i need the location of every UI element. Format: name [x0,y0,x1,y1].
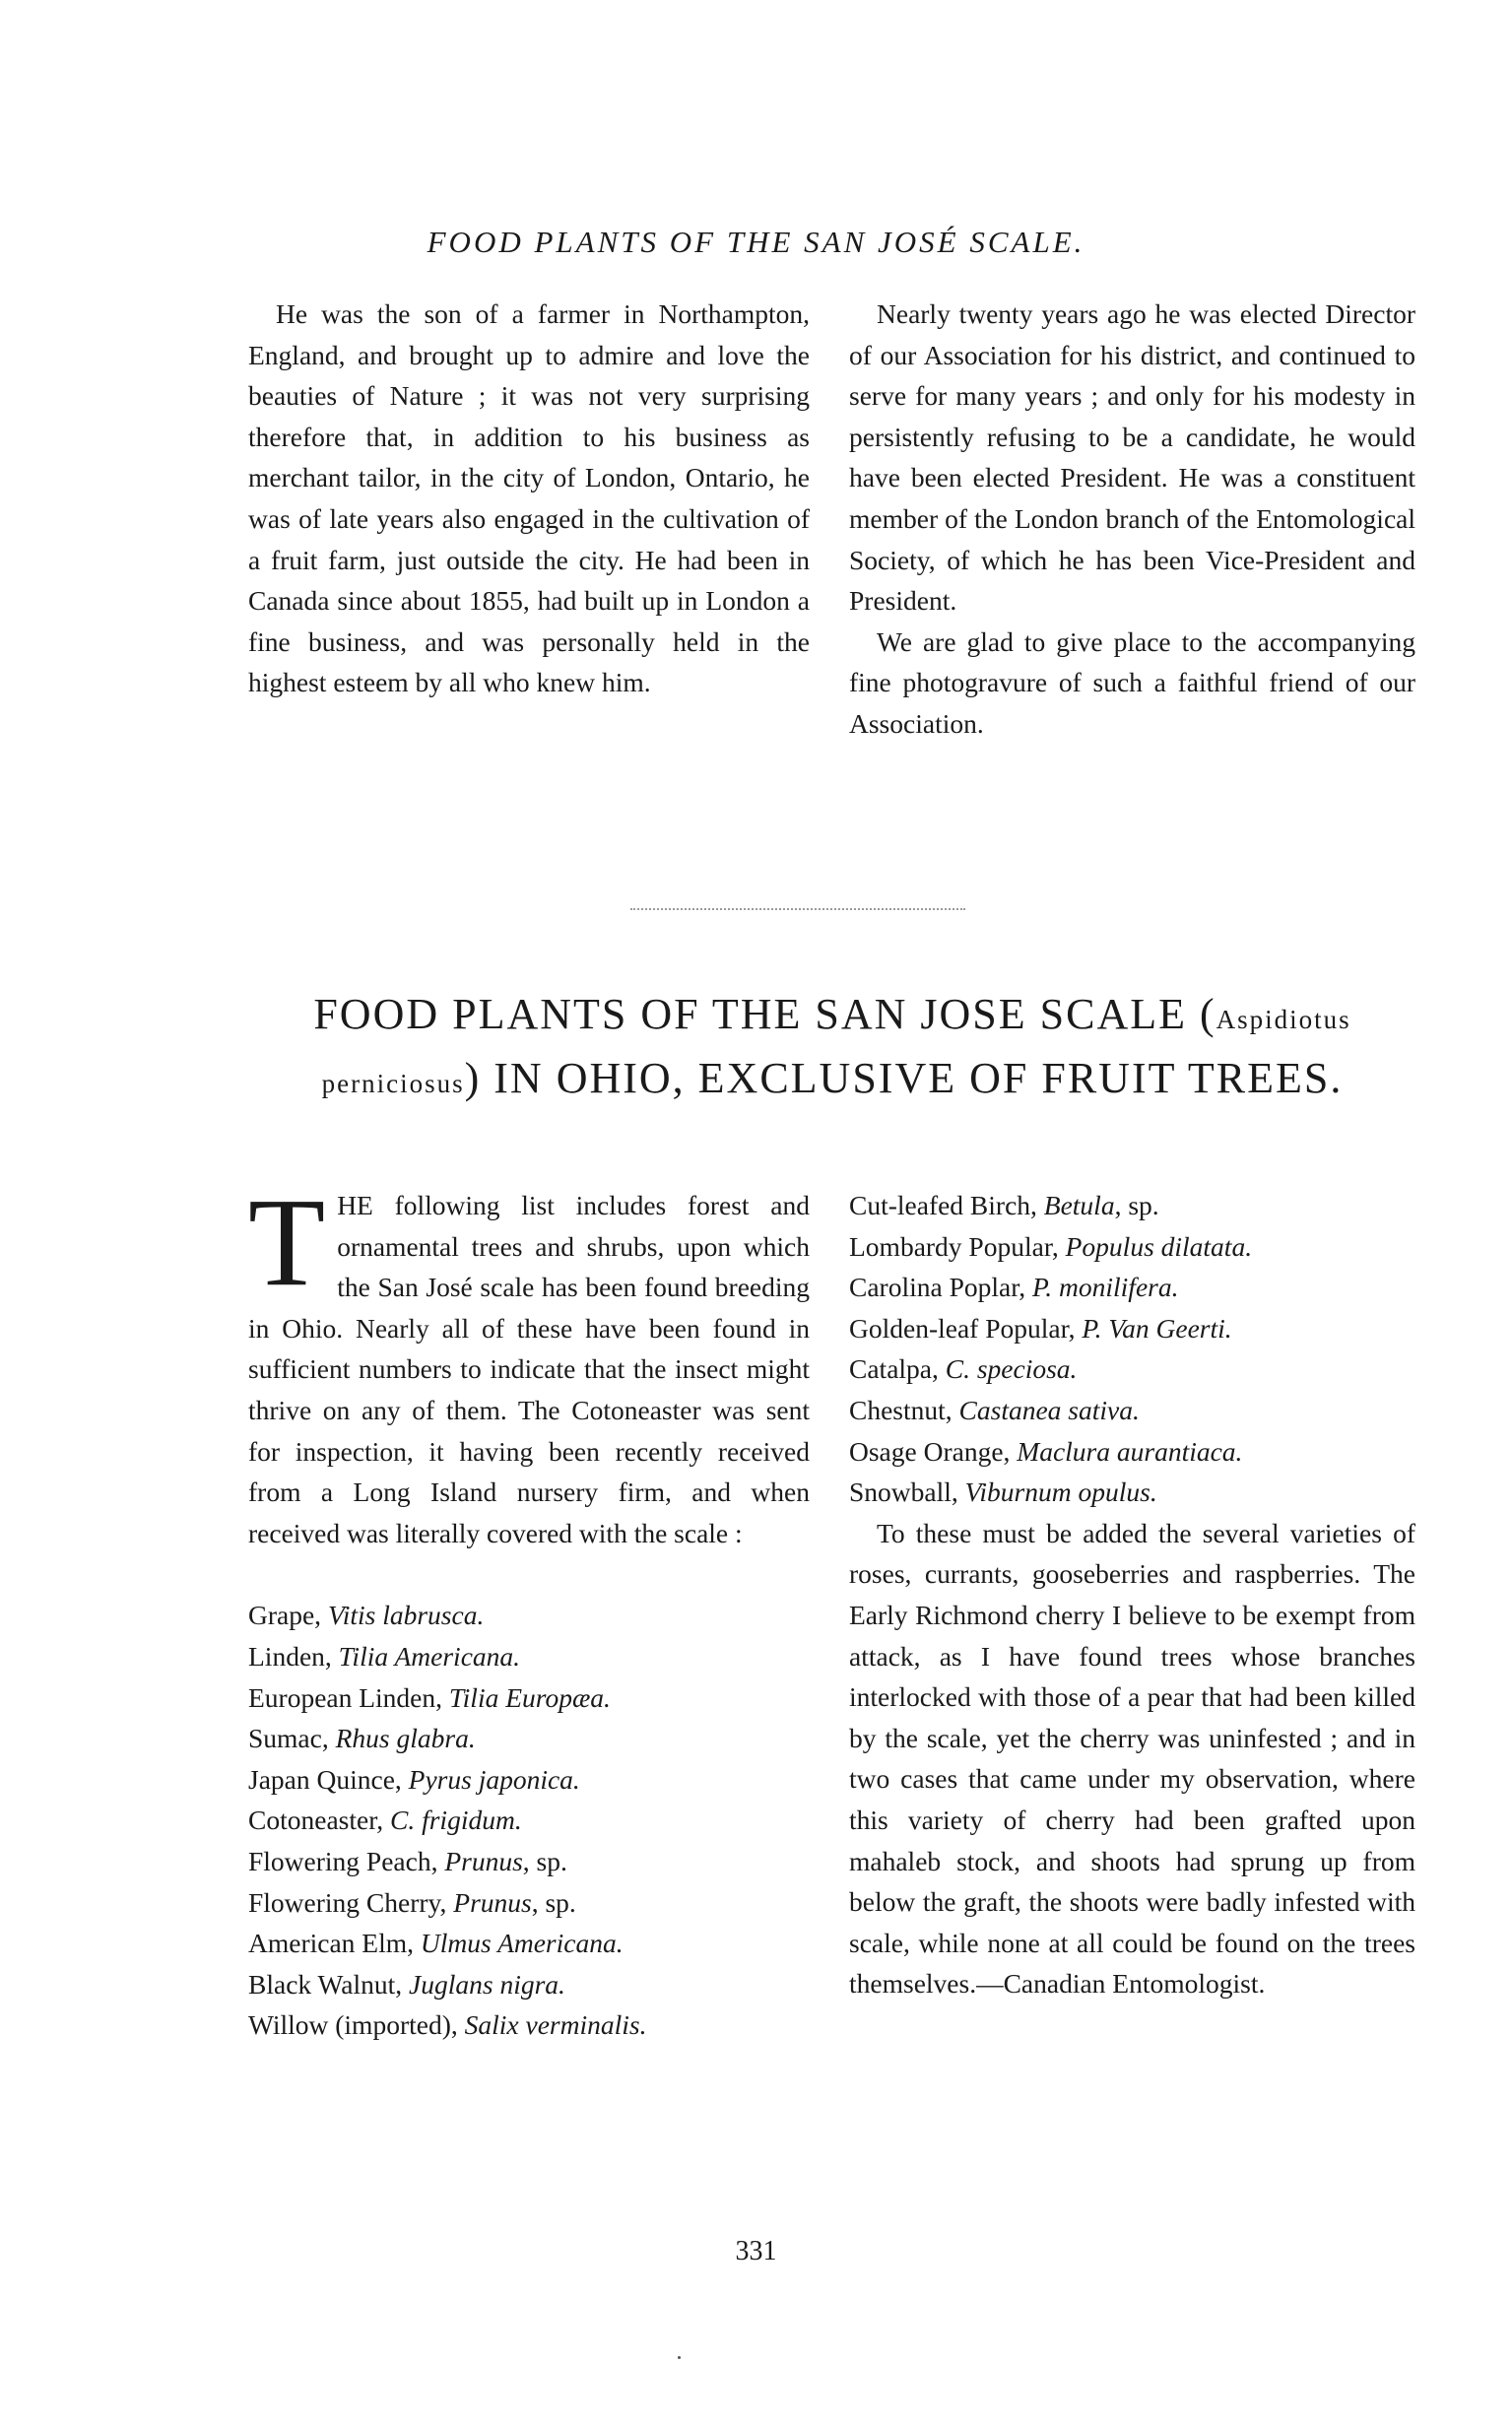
scientific-name: Prunus [444,1845,523,1876]
obituary-paragraph: We are glad to give place to the accompanying fine photogravure of such a faithful friend of our Association. [849,625,1415,739]
plant-list [248,1595,810,2046]
intro-paragraph [248,1172,810,1553]
plant-list-item [248,1841,810,1882]
common-name: Linden, [248,1640,339,1672]
scientific-name: Viburnum opulus. [964,1476,1157,1508]
scientific-name: P. monilifera. [1032,1272,1179,1303]
article-title-scientific-name: Aspidiotus perniciosus [321,1005,1351,1098]
plant-list-item [248,1964,810,2005]
plant-list-item [849,1472,1415,1513]
scientific-name: Maclura aurantiaca. [1017,1435,1243,1467]
common-name: Cut-leafed Birch, [849,1190,1044,1220]
common-name: Carolina Poplar, [849,1272,1033,1303]
page-number: 331 [735,2236,777,2266]
common-name: Sumac, [248,1723,336,1754]
scientific-name: Tilia Americana. [338,1640,521,1672]
plant-list-item [849,1348,1415,1390]
plant-list-item [248,1595,810,1636]
common-name: Chestnut, [849,1394,959,1425]
running-head: FOOD PLANTS OF THE SAN JOSÉ SCALE. [427,225,1085,259]
plant-list-item [248,1718,810,1759]
name-suffix: , sp. [522,1845,567,1876]
plant-list-item [248,1882,810,1924]
common-name: Golden-leaf Popular, [849,1312,1083,1344]
plant-list-item [248,1636,810,1677]
article-right-column [849,1185,1415,2004]
common-name: Lombardy Popular, [849,1230,1066,1262]
scientific-name: Salix verminalis. [464,2009,647,2041]
plant-list-item [849,1267,1415,1308]
scientific-name: Rhus glabra. [335,1723,476,1754]
article-title [246,985,1418,1113]
plant-list-item [849,1431,1415,1473]
scientific-name: C. speciosa. [945,1353,1078,1385]
plant-list-item [248,1923,810,1964]
common-name: Japan Quince, [248,1763,409,1795]
scientific-name: Juglans nigra. [409,1968,565,2000]
scientific-name: Ulmus Americana. [420,1928,624,1959]
plant-list-item [849,1226,1415,1268]
scientific-name: Tilia Europæa. [448,1681,611,1713]
intro-text: following list includes forest and ornamental trees and shrubs, upon which the San José scale has been found breeding in Ohio. Nearly all of these have been found in sufficient numbers to indicate that the insect might thrive on any of them. The Cotoneaster was sent for inspection, it having been recently received from a Long Island nursery firm, and when received was literally covered with the scale : [248,1190,810,1548]
common-name: Snowball, [849,1476,965,1508]
obituary-right-column [849,294,1415,745]
common-name: Flowering Peach, [248,1845,445,1876]
common-name: Cotoneaster, [248,1805,390,1836]
plant-list-item [248,1759,810,1801]
plant-list-item [849,1308,1415,1349]
scientific-name: Pyrus japonica. [408,1763,580,1795]
scientific-name: Castanea sativa. [958,1394,1140,1425]
closing-paragraph: To these must be added the several varieties of roses, currants, gooseberries and raspberries. The Early Richmond cherry I believe to be exempt from attack, as I have found trees whose branches interlocked with those of a pear that had been killed by the scale, yet the cherry was uninfested ; and in two cases that came under my observation, where this variety of cherry had been grafted upon mahaleb stock, and shoots had sprung up from below the graft, the shoots were badly infested with scale, while none at all could be found on the trees themselves.—Canadian Entomologist. [849,1517,1415,2000]
scientific-name: C. frigidum. [390,1805,522,1836]
print-speck [678,2356,681,2359]
plant-list-item [849,1185,1415,1226]
common-name: American Elm, [248,1928,421,1959]
article-left-column [248,1172,810,2046]
article-title-part: ) IN OHIO, EXCLUSIVE OF FRUIT TREES. [464,1054,1344,1102]
obituary-left-column [248,294,810,703]
common-name: Black Walnut, [248,1968,410,2000]
drop-cap: T [248,1172,326,1312]
plant-list-item [849,1390,1415,1431]
scientific-name: Prunus [453,1886,532,1918]
name-suffix: , sp. [531,1886,576,1918]
intro-first-word: HE [337,1190,373,1220]
obituary-paragraph: Nearly twenty years ago he was elected Director of our Association for his district, and continued to serve for many years ; and only for his modesty in persistently refusing to be a candidate, he would have been elected President. He was a constituent member of the London branch of the Entomological Society, of which he has been Vice-President and President. [849,298,1415,617]
common-name: Willow (imported), [248,2009,465,2041]
plant-list-item [248,1677,810,1719]
scientific-name: P. Van Geerti. [1082,1312,1232,1344]
plant-list-item [248,1800,810,1841]
plant-list-item [248,2004,810,2046]
common-name: Flowering Cherry, [248,1886,454,1918]
plant-list [849,1185,1415,1513]
section-divider [630,908,965,910]
scientific-name: Betula [1043,1190,1115,1220]
common-name: Grape, [248,1600,328,1631]
common-name: Catalpa, [849,1353,946,1385]
obituary-paragraph: He was the son of a farmer in Northampton, England, and brought up to admire and love the beauties of Nature ; it was not very surprising therefore that, in addition to his business as merchant tailor, in the city of London, Ontario, he was of late years also engaged in the cultivation of a fruit farm, just outside the city. He had been in Canada since about 1855, had built up in London a fine business, and was personally held in the highest esteem by all who knew him. [248,298,810,698]
article-title-part: FOOD PLANTS OF THE SAN JOSE SCALE ( [313,990,1216,1038]
common-name: European Linden, [248,1681,449,1713]
scientific-name: Vitis labrusca. [327,1600,485,1631]
scientific-name: Populus dilatata. [1065,1230,1253,1262]
name-suffix: , sp. [1114,1190,1159,1220]
common-name: Osage Orange, [849,1435,1018,1467]
